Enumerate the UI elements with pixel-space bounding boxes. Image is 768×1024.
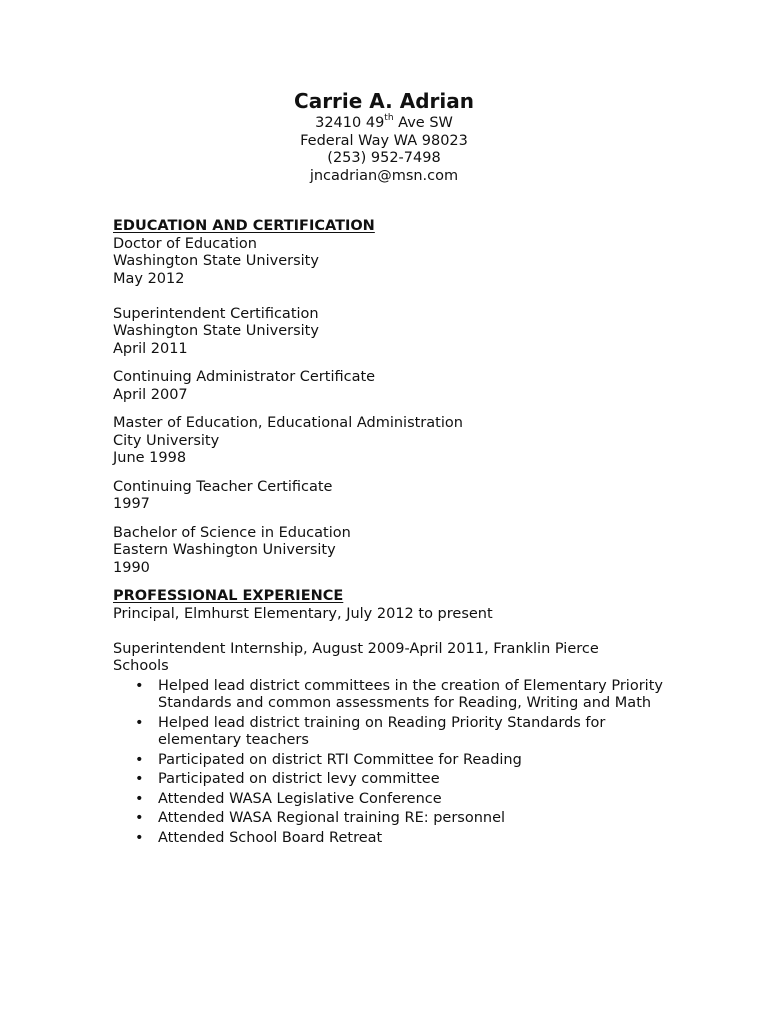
list-item — [113, 810, 678, 828]
education-entry — [113, 369, 673, 404]
institution: Washington State University — [113, 253, 319, 269]
list-item-text: Helped lead district training on Reading Priority Standards for elementary teachers — [158, 714, 606, 748]
street-number: 32410 49 — [315, 115, 385, 131]
list-item — [113, 715, 678, 750]
institution: City University — [113, 432, 220, 449]
street-address — [0, 115, 768, 133]
education-entry — [113, 415, 673, 468]
list-item — [113, 830, 678, 848]
list-item — [113, 771, 678, 789]
bullet-icon: • — [135, 771, 144, 787]
institution: Washington State University — [113, 323, 319, 339]
list-item — [113, 791, 678, 809]
applicant-name: Carrie A. Adrian — [294, 89, 474, 113]
education-entry — [113, 525, 673, 578]
bullet-icon: • — [135, 810, 144, 826]
section-title-experience: PROFESSIONAL EXPERIENCE — [113, 588, 344, 604]
section-title-education: EDUCATION AND CERTIFICATION — [113, 218, 375, 234]
list-item — [113, 752, 678, 770]
degree: Superintendent Certification — [113, 305, 319, 322]
internship-bullet-list — [113, 678, 673, 848]
resume-body — [113, 218, 673, 849]
degree: Doctor of Education — [113, 235, 257, 252]
date: April 2007 — [113, 386, 188, 403]
education-entry — [113, 306, 673, 359]
bullet-icon: • — [135, 829, 144, 846]
job-internship-continued: Schools — [113, 658, 169, 674]
degree: Bachelor of Science in Education — [113, 524, 351, 541]
bullet-icon: • — [135, 751, 144, 768]
education-entry — [113, 236, 673, 289]
degree: Continuing Administrator Certificate — [113, 369, 376, 385]
ordinal-suffix: th — [384, 113, 394, 124]
education-entry — [113, 479, 673, 514]
resume-header — [0, 88, 768, 185]
date: April 2011 — [113, 340, 188, 357]
list-item — [113, 678, 678, 713]
city-state-zip: Federal Way WA 98023 — [300, 132, 468, 149]
list-item-text: Participated on district RTI Committee for Reading — [158, 751, 522, 768]
list-item-text: Attended School Board Retreat — [158, 829, 383, 846]
bullet-icon: • — [135, 677, 144, 694]
bullet-icon: • — [135, 714, 144, 731]
degree: Master of Education, Educational Administration — [113, 415, 463, 431]
list-item-text: Attended WASA Regional training RE: personnel — [158, 810, 506, 826]
phone-number: (253) 952-7498 — [327, 150, 441, 166]
street-name: Ave SW — [393, 115, 453, 131]
job-internship: Superintendent Internship, August 2009-April 2011, Franklin Pierce — [113, 640, 599, 657]
email-address: jncadrian@msn.com — [309, 167, 459, 184]
date: June 1998 — [113, 450, 187, 466]
job-principal: Principal, Elmhurst Elementary, July 2012 to present — [113, 605, 493, 622]
degree: Continuing Teacher Certificate — [113, 478, 333, 495]
date: 1990 — [113, 559, 150, 576]
list-item-text: Attended WASA Legislative Conference — [158, 790, 442, 807]
date: May 2012 — [113, 270, 185, 287]
institution: Eastern Washington University — [113, 542, 336, 558]
date: 1997 — [113, 496, 150, 512]
bullet-icon: • — [135, 790, 144, 807]
list-item-text: Participated on district levy committee — [158, 771, 440, 787]
list-item-text: Helped lead district committees in the creation of Elementary Priority Standards and common assessments for Reading, Writing and Math — [158, 677, 663, 711]
